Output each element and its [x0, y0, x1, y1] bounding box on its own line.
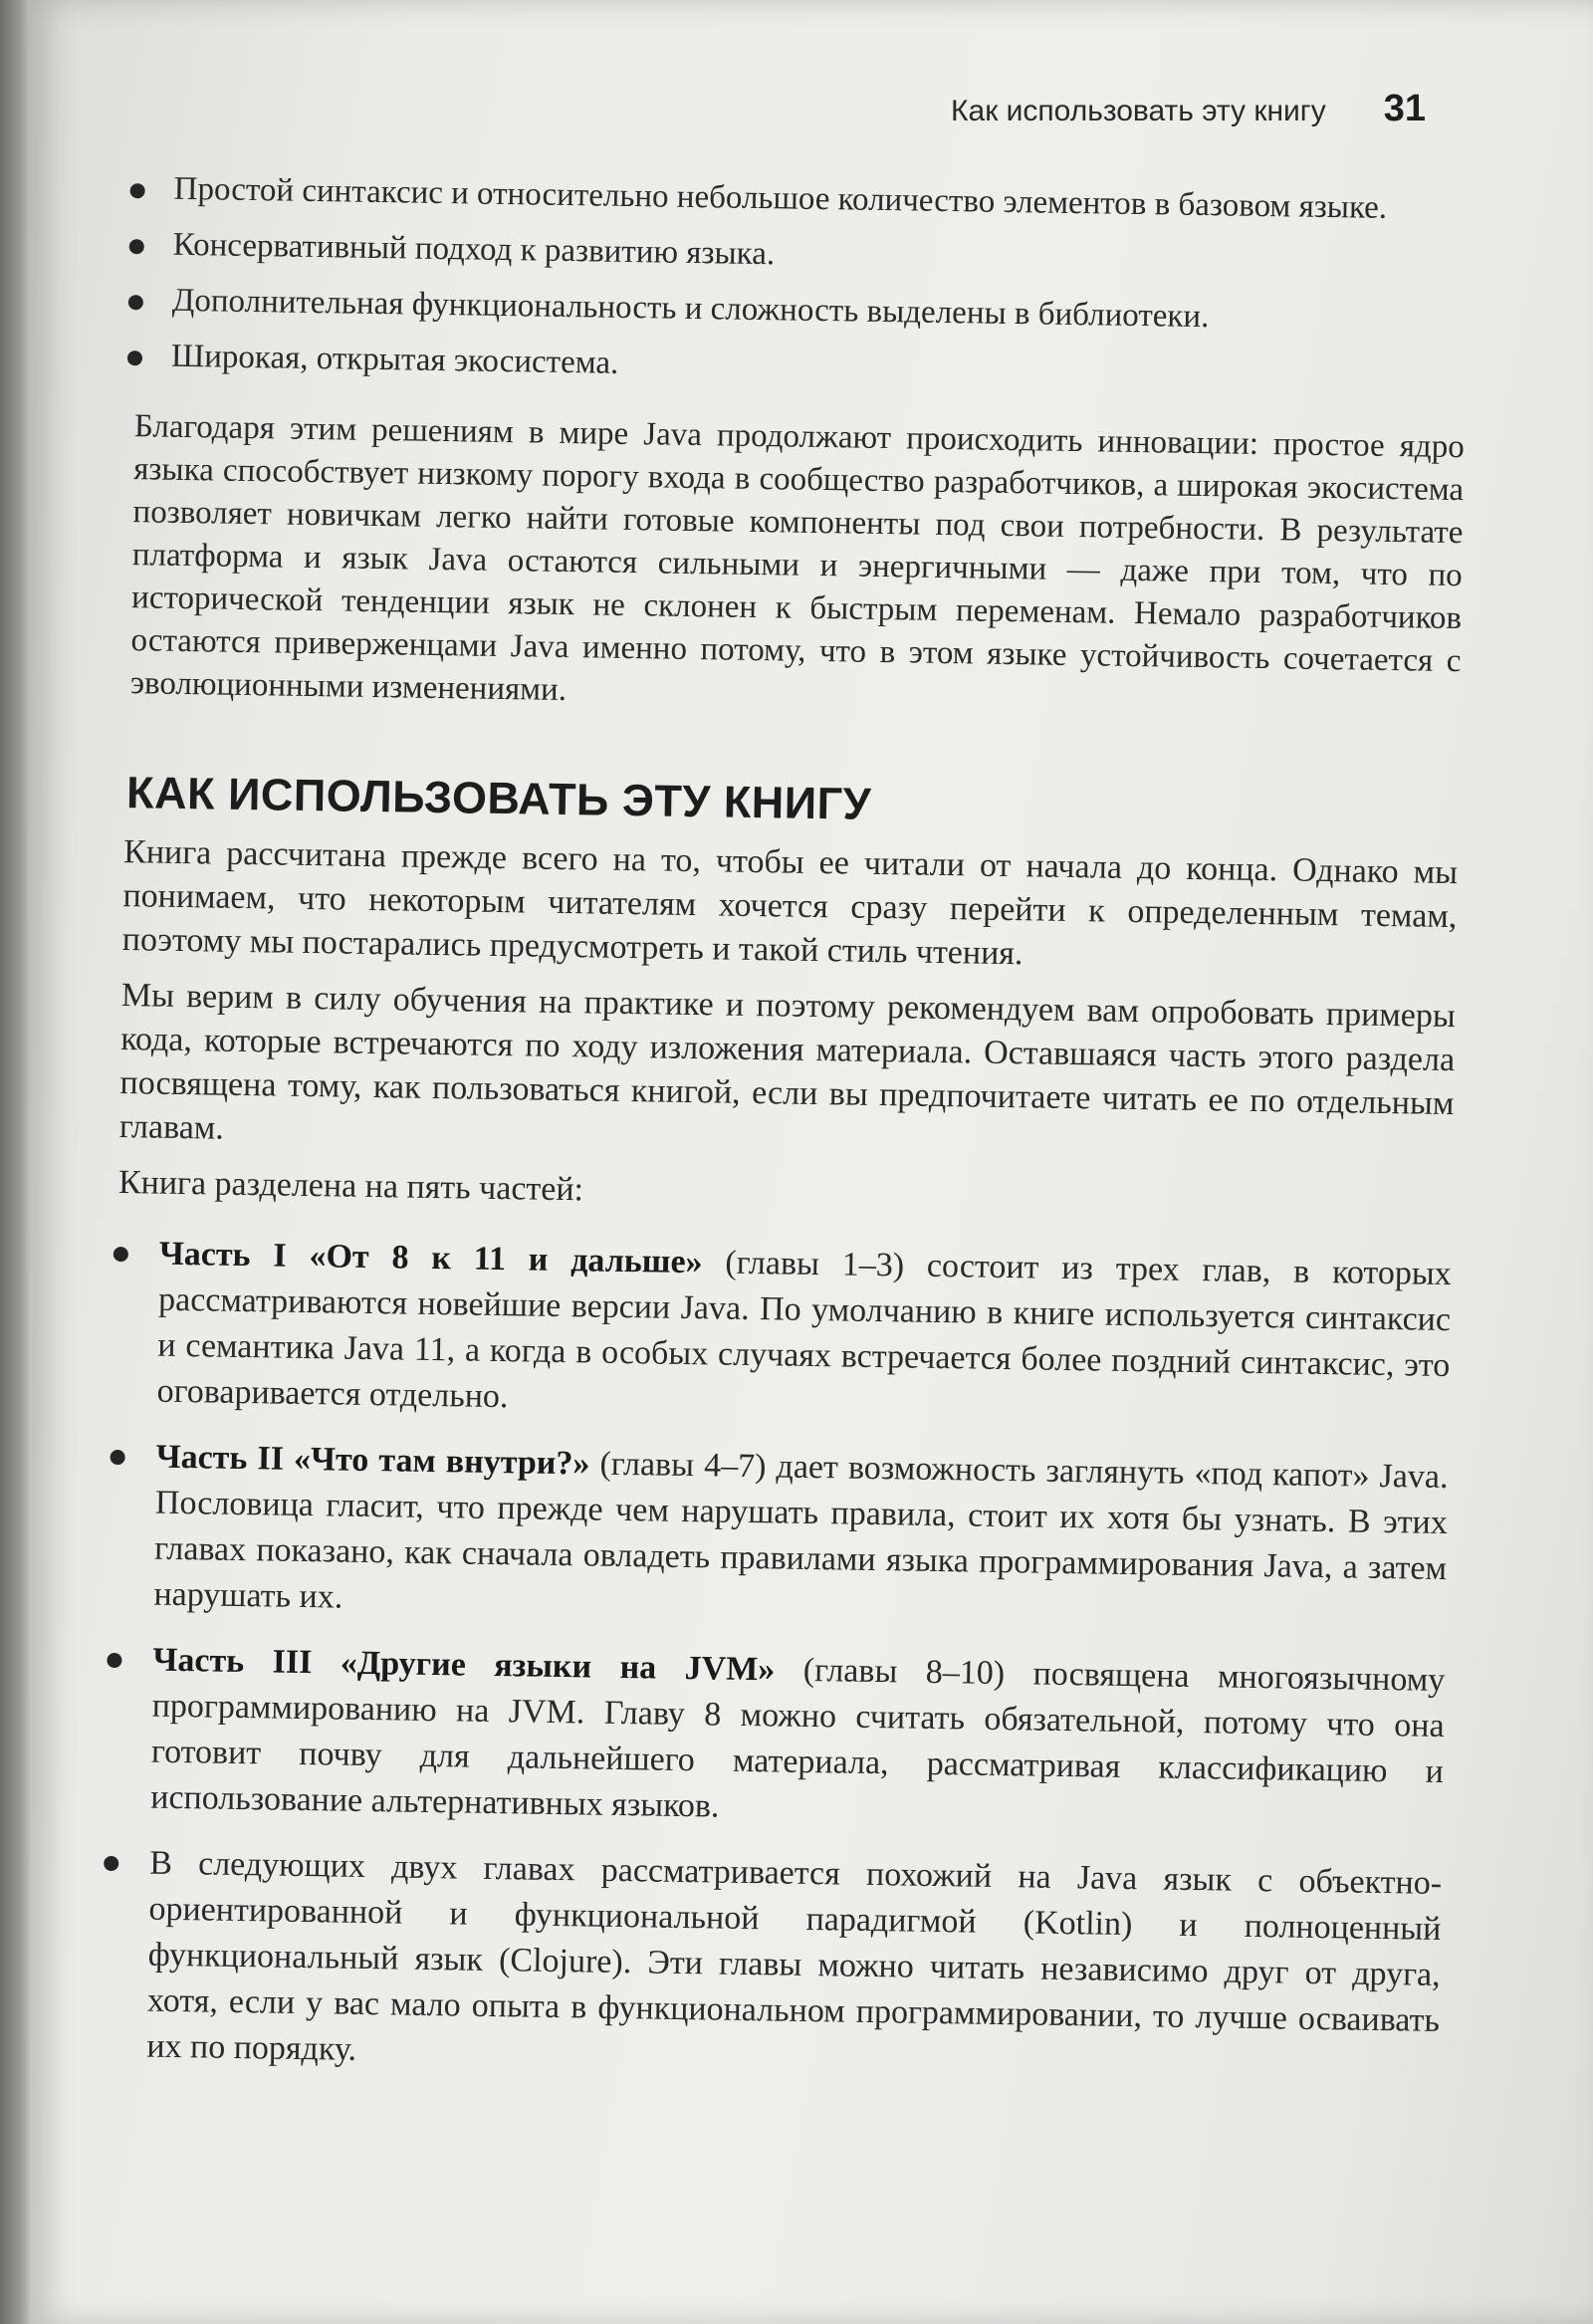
list-item: Широкая, открытая экосистема. [121, 335, 1467, 398]
list-item: Консервативный подход к развитию языка. [122, 223, 1468, 287]
running-head-title: Как использовать эту книгу [951, 95, 1326, 127]
page-content [95, 167, 1469, 2110]
list-item [95, 1840, 1442, 2090]
feature-bullet-list [121, 167, 1469, 398]
page-number: 31 [1383, 88, 1426, 129]
section-paragraph: Мы верим в силу обучения на практике и поэтому рекомендуем вам опробовать примеры кода, которые встречаются по ходу изложения материала. Оставшаяся часть этого раздела посвящена тому, как пользоваться книгой, если вы предпочитаете читать ее по отдельным главам. [118, 977, 1457, 1147]
part-description: (главы 4–7) дает возможность заглянуть «под капот» Java. Пословица гласит, что прежде чем нарушать правила, стоит их хотя бы узнать. В этих главах показано, как сначала овладеть правилами языка программирования Java, а затем нарушать их. [153, 1445, 1449, 1616]
section-paragraph: Книга рассчитана прежде всего на то, чтобы ее читали от начала до конца. Однако мы понимаем, что некоторым читателям хочется сразу перейти к определенным темам, поэтому мы постарались предусмотреть и такой стиль чтения. [121, 833, 1459, 973]
part-title: Часть III «Другие языки на JVM» [152, 1641, 776, 1689]
part-description: (главы 1–3) состоит из трех глав, в которых рассматриваются новейшие версии Java. По умолчанию в книге используется синтаксис и семантика Java 11, а когда в особых случаях встречается более поздний синтаксис, это оговаривается отдельно. [156, 1244, 1452, 1416]
part-title: Часть I «От 8 к 11 и дальше» [158, 1235, 703, 1281]
list-item [99, 1637, 1446, 1841]
book-page [30, 0, 1593, 2324]
section-paragraph: Книга разделена на пять частей: [117, 1164, 584, 1209]
part-description: (главы 8–10) посвящена многоязычному программированию на JVM. Главу 8 можно считать обязательной, потому что она готовит почву для дальнейшего материала, рассматривая классификацию и использование альтернативных языков. [149, 1651, 1446, 1825]
running-head [951, 88, 1426, 130]
part-description: В следующих двух главах рассматривается похожий на Java язык с объектно-ориентированной и функциональной парадигмой (Kotlin) и полноценный функциональный язык (Clojure). Эти главы можно читать независимо друг от друга, хотя, если у вас мало опыта в функциональном программировании, то лучше осваивать их по порядку. [146, 1844, 1443, 2068]
list-item [102, 1434, 1449, 1638]
book-spine-shadow [0, 0, 34, 2324]
list-item [105, 1231, 1452, 1435]
list-item: Дополнительная функциональность и сложность выделены в библиотеки. [122, 279, 1468, 343]
intro-paragraph: Благодаря этим решениям в мире Java продолжают происходить инновации: простое ядро языка способствует низкому порогу входа в сообщество разработчиков, а широкая экосистема позволяет новичкам легко найти готовые компоненты под свои потребности. В результате платформа и язык Java остаются сильными и энергичными — даже при том, что по исторической тенденции язык не склонен к быстрым переменам. Немало разработчиков остаются приверженцами Java именно потому, что в этом языке устойчивость сочетается с эволюционными изменениями. [129, 408, 1466, 709]
book-parts-list [95, 1231, 1452, 2090]
list-item: Простой синтаксис и относительно небольшое количество элементов в базовом языке. [123, 167, 1469, 231]
part-title: Часть II «Что там внутри?» [155, 1438, 590, 1483]
section-heading: КАК ИСПОЛЬЗОВАТЬ ЭТУ КНИГУ [125, 767, 872, 829]
